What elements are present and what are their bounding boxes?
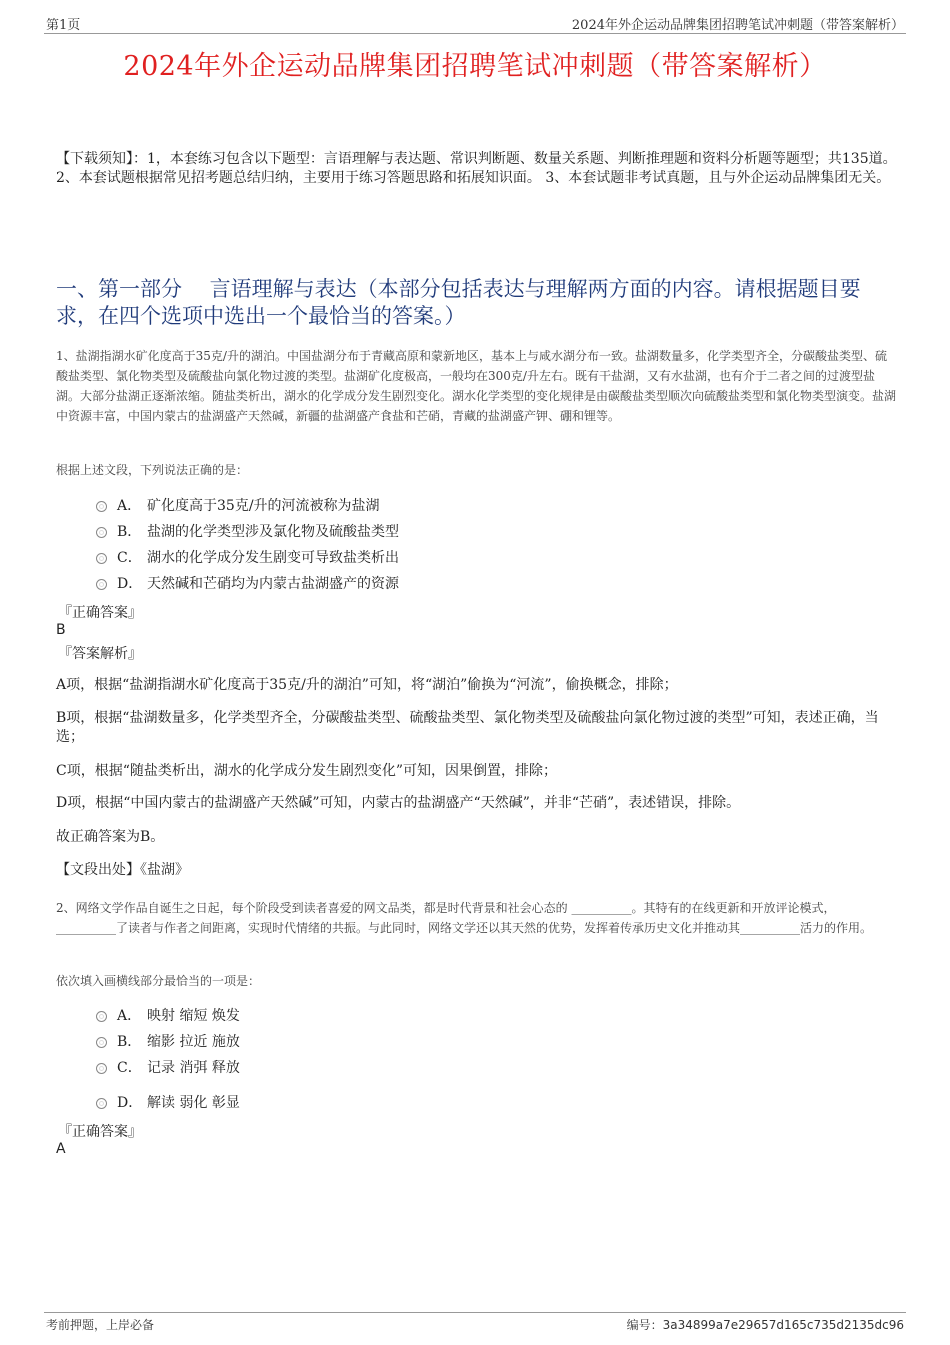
code-label: 编号： <box>626 1318 663 1332</box>
radio-icon[interactable] <box>96 1063 107 1074</box>
analysis-label: 『答案解析』 <box>58 646 142 662</box>
radio-icon[interactable] <box>96 1098 107 1109</box>
radio-icon[interactable] <box>96 527 107 538</box>
option-text: 天然碱和芒硝均为内蒙古盐湖盛产的资源 <box>147 576 399 592</box>
option-text: 缩影 拉近 施放 <box>147 1034 240 1050</box>
answer-label: 『正确答案』 <box>58 1124 142 1140</box>
option-d[interactable]: D． 天然碱和芒硝均为内蒙古盐湖盛产的资源 <box>96 572 399 594</box>
answer-value: B <box>56 622 66 638</box>
radio-icon[interactable] <box>96 579 107 590</box>
header-divider <box>44 33 906 34</box>
answer-label: 『正确答案』 <box>58 605 142 621</box>
page-title: 2024年外企运动品牌集团招聘笔试冲刺题（带答案解析） <box>123 51 827 82</box>
option-text: 湖水的化学成分发生剧变可导致盐类析出 <box>147 550 399 566</box>
option-text: 记录 消弭 释放 <box>147 1060 240 1076</box>
header-doc-title: 2024年外企运动品牌集团招聘笔试冲刺题（带答案解析） <box>571 18 904 33</box>
question-2-prompt: 依次填入画横线部分最恰当的一项是： <box>56 974 261 988</box>
page-number: 第1页 <box>46 18 81 33</box>
option-text: 矿化度高于35克/升的河流被称为盐湖 <box>147 498 380 514</box>
option-d[interactable]: D． 解读 弱化 彰显 <box>96 1091 240 1113</box>
option-text: 映射 缩短 焕发 <box>147 1008 240 1024</box>
analysis-line: A项，根据“盐湖指湖水矿化度高于35克/升的湖泊”可知，将“湖泊”偷换为“河流”，偷换概念，排除； <box>56 677 678 693</box>
download-notice: 【下载须知】：1，本套练习包含以下题型：言语理解与表达题、常识判断题、数量关系题、判断推理题和资料分析题等题型；共135道。 2、本套试题根据常见招考题总结归纳，主要用于练习答题思路和拓展知识面。 3、本套试题非考试真题，且与外企运动品牌集团无关。 <box>56 151 897 186</box>
radio-icon[interactable] <box>96 1011 107 1022</box>
passage-source: 【文段出处】《盐湖》 <box>56 862 189 878</box>
footer-slogan: 考前押题，上岸必备 <box>46 1318 155 1332</box>
radio-icon[interactable] <box>96 1037 107 1048</box>
option-b[interactable]: B． 盐湖的化学类型涉及氯化物及硫酸盐类型 <box>96 520 399 542</box>
question-1-passage: 1、盐湖指湖水矿化度高于35克/升的湖泊。中国盐湖分布于青藏高原和蒙新地区，基本上与咸水湖分布一致。盐湖数量多，化学类型齐全，分碳酸盐类型、硫酸盐类型、氯化物类型及硫酸盐向氯化物过渡的类型。盐湖矿化度极高，一般均在300克/升左右。既有干盐湖，又有水盐湖，也有介于二者之间的过渡型盐湖。大部分盐湖正逐渐浓缩。随盐类析出，湖水的化学成分发生剧烈变化。湖水化学类型的变化规律是由碳酸盐类型顺次向硫酸盐类型和氯化物类型演变。盐湖中资源丰富，中国内蒙古的盐湖盛产天然碱，新疆的盐湖盛产食盐和芒硝，青藏的盐湖盛产钾、硼和锂等。 <box>56 349 897 423</box>
option-a[interactable]: A． 映射 缩短 焕发 <box>96 1004 240 1026</box>
option-text: 解读 弱化 彰显 <box>147 1095 240 1111</box>
code-value: 3a34899a7e29657d165c735d2135dc96 <box>662 1318 904 1332</box>
analysis-line: C项，根据“随盐类析出，湖水的化学成分发生剧烈变化”可知，因果倒置，排除； <box>56 763 558 779</box>
option-text: 盐湖的化学类型涉及氯化物及硫酸盐类型 <box>147 524 399 540</box>
question-2-passage: 2、网络文学作品自诞生之日起，每个阶段受到读者喜爱的网文品类，都是时代背景和社会心态的 __________。其特有的在线更新和开放评论模式， __________了读者与作者之间距离，实现时代情绪的共振。与此同时，网络文学还以其天然的优势，发挥着传承历史文化并推动其__________活力的作用。 <box>56 901 873 935</box>
analysis-conclusion: 故正确答案为B。 <box>56 829 165 845</box>
radio-icon[interactable] <box>96 501 107 512</box>
option-c[interactable]: C． 记录 消弭 释放 <box>96 1056 240 1078</box>
document-code <box>627 1316 904 1333</box>
option-b[interactable]: B． 缩影 拉近 施放 <box>96 1030 240 1052</box>
option-c[interactable]: C． 湖水的化学成分发生剧变可导致盐类析出 <box>96 546 399 568</box>
question-1-prompt: 根据上述文段，下列说法正确的是： <box>56 463 249 477</box>
radio-icon[interactable] <box>96 553 107 564</box>
option-a[interactable]: A． 矿化度高于35克/升的河流被称为盐湖 <box>96 494 380 516</box>
answer-value: A <box>56 1141 66 1157</box>
analysis-line: B项，根据“盐湖数量多，化学类型齐全，分碳酸盐类型、硫酸盐类型、氯化物类型及硫酸盐向氯化物过渡的类型”可知，表述正确，当选； <box>56 710 879 745</box>
footer-divider <box>44 1312 906 1313</box>
section-title: 一、第一部分 言语理解与表达（本部分包括表达与理解两方面的内容。请根据题目要求，在四个选项中选出一个最恰当的答案。） <box>56 277 861 328</box>
analysis-line: D项，根据“中国内蒙古的盐湖盛产天然碱”可知，内蒙古的盐湖盛产“天然碱”，并非“芒硝”，表述错误，排除。 <box>56 795 741 811</box>
